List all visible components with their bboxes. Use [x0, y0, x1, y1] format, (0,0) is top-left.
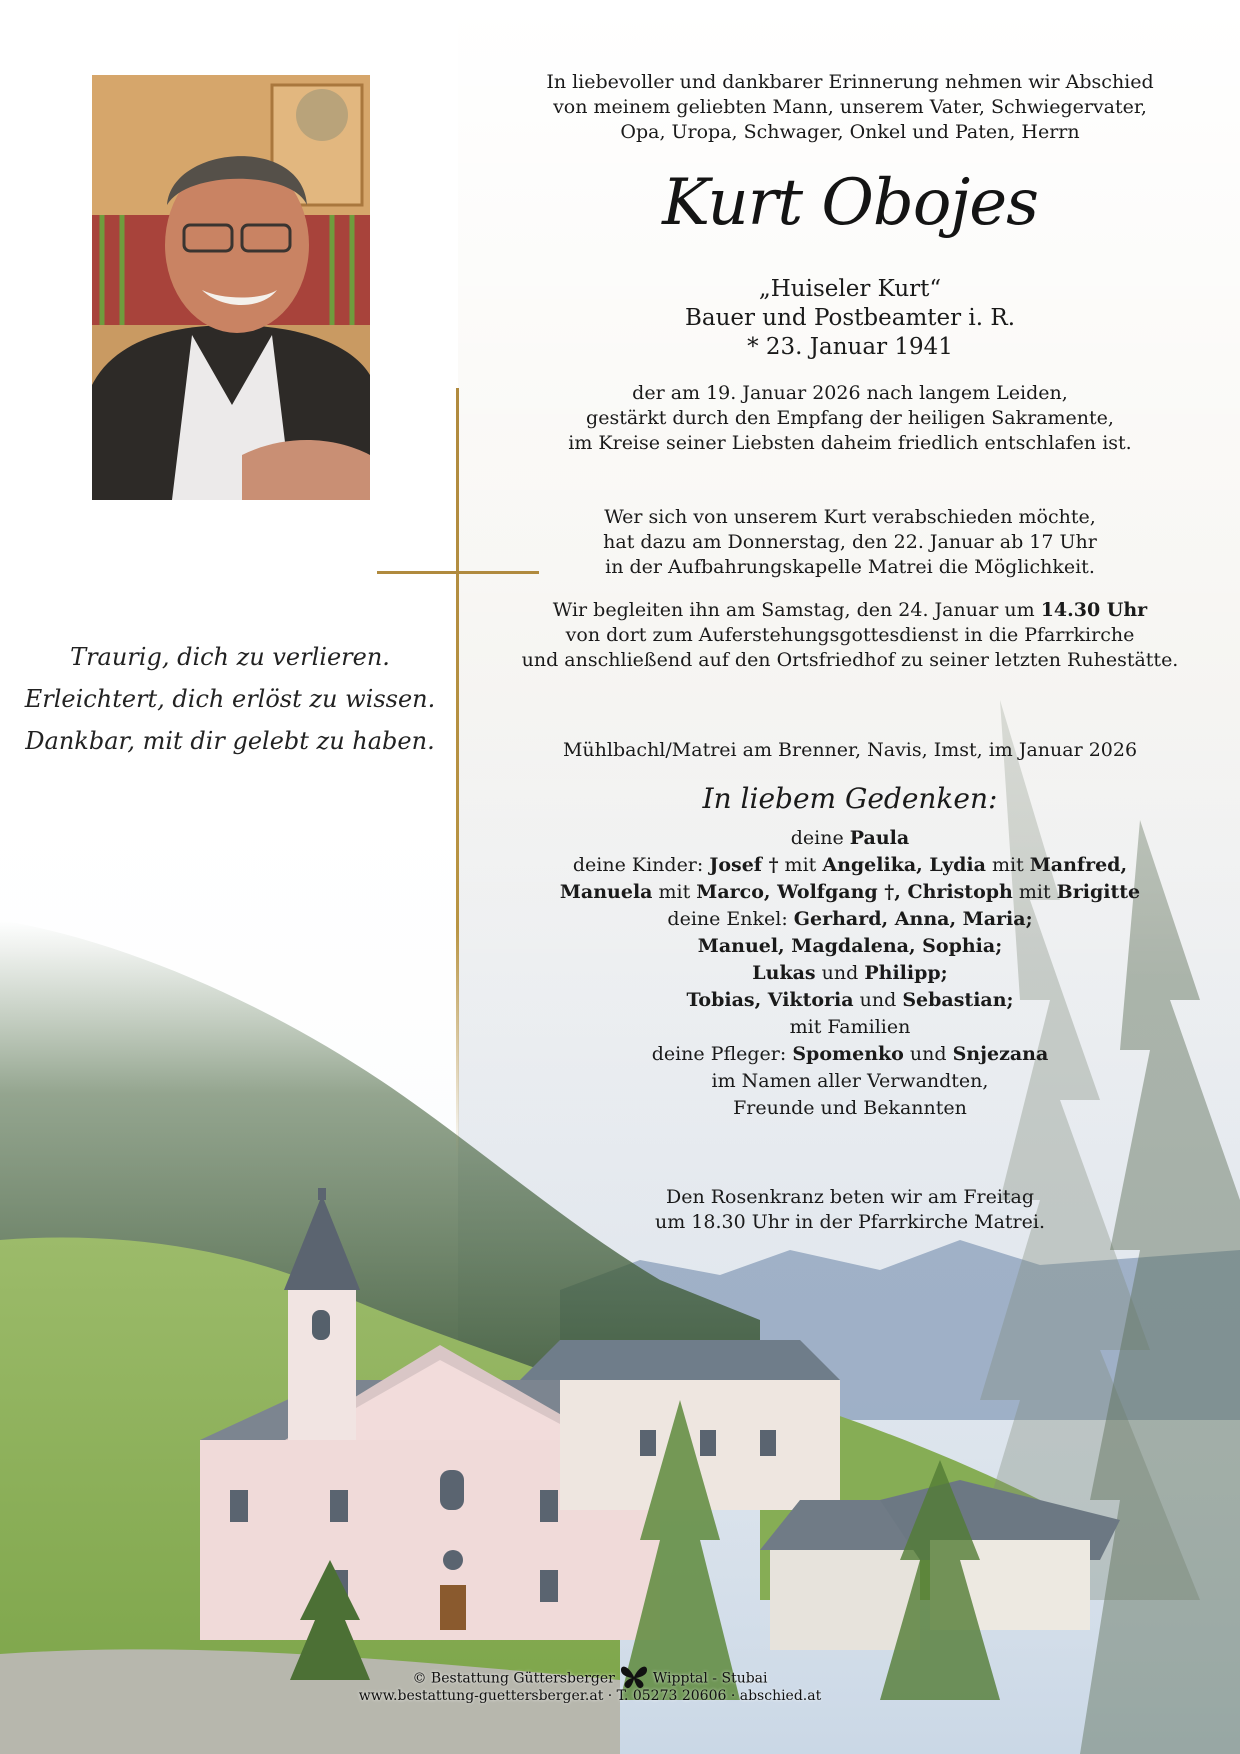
viewing-line-1: Wer sich von unserem Kurt verabschieden möchte, — [604, 506, 1096, 528]
funeral-time: 14.30 Uhr — [1040, 599, 1148, 621]
conj: mit — [985, 854, 1030, 876]
footer-line-2: www.bestattung-guettersberger.at · T. 05273 20606 · abschied.at — [358, 1688, 822, 1704]
intro-line-2: von meinem geliebten Mann, unserem Vater, Schwiegervater, — [553, 96, 1147, 118]
death-notice — [500, 381, 1200, 456]
mourners-families: mit Familien — [789, 1016, 911, 1038]
child-names: Marco, Wolfgang †, Christoph — [696, 881, 1013, 903]
mourners-grandchildren-3 — [500, 960, 1200, 987]
grandchildren-names: Manuel, Magdalena, Sophia; — [697, 935, 1003, 957]
quote-line-2: Erleichtert, dich erlöst zu wissen. — [24, 685, 436, 713]
funeral-line-3: und anschließend auf den Ortsfriedhof zu seiner letzten Ruhestätte. — [521, 649, 1179, 671]
grandchildren-names: Gerhard, Anna, Maria; — [793, 908, 1033, 930]
child-manuela: Manuela — [559, 881, 653, 903]
nickname: „Huiseler Kurt“ — [758, 276, 942, 302]
region-text: Wipptal - Stubai — [652, 1670, 768, 1687]
grandchild-name: Philipp; — [864, 962, 948, 984]
mourners-grandchildren-4 — [500, 987, 1200, 1014]
conj: und — [903, 1043, 953, 1065]
mourners-relatives: im Namen aller Verwandten, — [711, 1070, 989, 1092]
carer-name: Snjezana — [952, 1043, 1049, 1065]
intro-line-3: Opa, Uropa, Schwager, Onkel und Paten, Herrn — [620, 121, 1080, 143]
rosary-line-2: um 18.30 Uhr in der Pfarrkirche Matrei. — [655, 1211, 1045, 1233]
quote-line-3: Dankbar, mit dir gelebt zu haben. — [25, 727, 435, 755]
conj: mit — [778, 854, 823, 876]
carers-prefix: deine Pfleger: — [651, 1043, 793, 1065]
grandchild-name: Sebastian; — [902, 989, 1014, 1011]
deceased-details — [500, 275, 1200, 362]
death-line-3: im Kreise seiner Liebsten daheim friedlich entschlafen ist. — [568, 432, 1132, 454]
funeral-home-name: © Bestattung Güttersberger — [412, 1670, 615, 1687]
funeral-line-1-text: Wir begleiten ihn am Samstag, den 24. Januar um — [552, 599, 1041, 621]
conj: mit — [652, 881, 697, 903]
viewing-line-2: hat dazu am Donnerstag, den 22. Januar ab 17 Uhr — [603, 531, 1097, 553]
wife-prefix: deine — [790, 827, 850, 849]
memorial-heading: In liebem Gedenken: — [702, 782, 998, 815]
mourners-wife — [500, 825, 1200, 852]
birth-date: * 23. Januar 1941 — [747, 334, 953, 360]
intro-text — [500, 70, 1200, 145]
child-josef: Josef † — [709, 854, 779, 876]
rosary-line-1: Den Rosenkranz beten wir am Freitag — [665, 1186, 1035, 1208]
funeral-line-1 — [500, 598, 1200, 623]
cross-vertical-bar — [456, 388, 459, 1158]
child-names: Angelika, Lydia — [822, 854, 986, 876]
death-line-1: der am 19. Januar 2026 nach langem Leiden, — [632, 382, 1068, 404]
conj: mit — [1012, 881, 1057, 903]
quote-line-1: Traurig, dich zu verlieren. — [70, 643, 390, 671]
funeral-notice — [500, 598, 1200, 673]
conj: und — [815, 962, 865, 984]
grandchild-name: Lukas — [752, 962, 816, 984]
mourners-grandchildren-1 — [500, 906, 1200, 933]
children-prefix: deine Kinder: — [572, 854, 710, 876]
death-line-2: gestärkt durch den Empfang der heiligen Sakramente, — [586, 407, 1114, 429]
deceased-name: Kurt Obojes — [662, 166, 1038, 240]
mourners-carers — [500, 1041, 1200, 1068]
intro-line-1: In liebevoller und dankbarer Erinnerung nehmen wir Abschied — [546, 71, 1154, 93]
viewing-line-3: in der Aufbahrungskapelle Matrei die Möglichkeit. — [605, 556, 1095, 578]
mourners-grandchildren-2 — [500, 933, 1200, 960]
funeral-line-2: von dort zum Auferstehungsgottesdienst in die Pfarrkirche — [565, 624, 1135, 646]
profession: Bauer und Postbeamter i. R. — [684, 305, 1016, 331]
child-names: Brigitte — [1056, 881, 1141, 903]
memorial-quote — [10, 636, 450, 762]
mourners-children-2 — [500, 879, 1200, 906]
mourners-children-1 — [500, 852, 1200, 879]
rosary-notice — [500, 1185, 1200, 1235]
portrait-photo — [92, 75, 370, 500]
child-names: Manfred, — [1029, 854, 1128, 876]
carer-name: Spomenko — [792, 1043, 904, 1065]
viewing-notice — [500, 505, 1200, 580]
place-date: Mühlbachl/Matrei am Brenner, Navis, Imst, im Januar 2026 — [562, 739, 1138, 761]
wife-name: Paula — [849, 827, 910, 849]
conj: und — [853, 989, 903, 1011]
mourners-list — [500, 825, 1200, 1122]
mourners-friends: Freunde und Bekannten — [733, 1097, 967, 1119]
grandchildren-names: Tobias, Viktoria — [686, 989, 854, 1011]
grandchildren-prefix: deine Enkel: — [667, 908, 794, 930]
